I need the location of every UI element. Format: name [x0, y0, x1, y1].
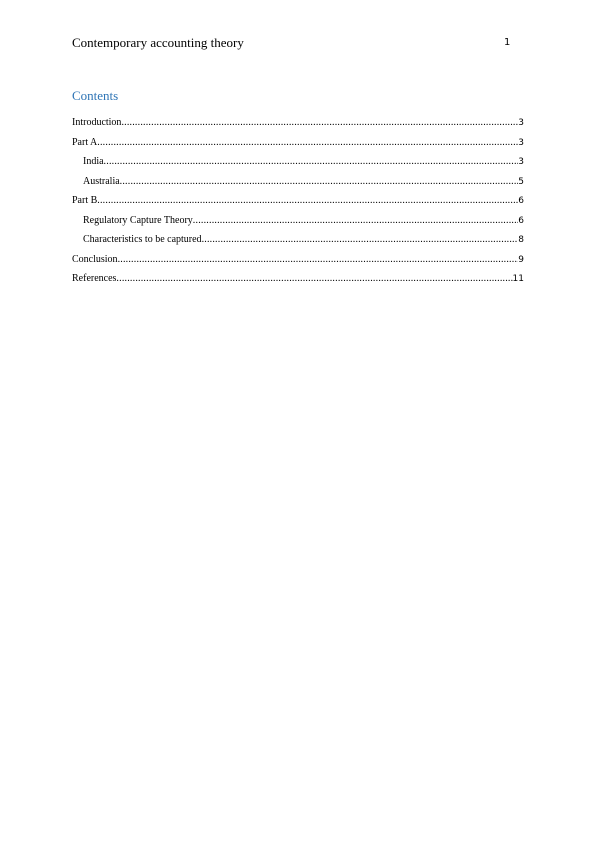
toc-entry-part-a[interactable] — [72, 137, 524, 157]
toc-entry-characteristics[interactable] — [72, 234, 524, 254]
toc-heading: Contents — [72, 88, 119, 103]
dot-leader — [97, 195, 518, 207]
toc-entry-page: 11 — [512, 274, 524, 284]
dot-leader — [193, 215, 518, 227]
toc-entry-conclusion[interactable] — [72, 254, 524, 274]
toc-entry-page: 3 — [518, 137, 524, 148]
dot-leader — [202, 234, 519, 246]
toc-entry-label: Characteristics to be captured — [83, 234, 202, 245]
toc-entry-page: 6 — [518, 215, 524, 226]
dot-leader — [97, 137, 518, 149]
toc-entry-label: References — [72, 273, 117, 284]
toc-entry-part-b[interactable] — [72, 195, 524, 215]
toc-entry-page: 3 — [518, 157, 524, 167]
toc-entry-page: 8 — [518, 235, 524, 245]
toc-entry-label: Regulatory Capture Theory — [83, 214, 193, 226]
toc-entry-page: 5 — [518, 176, 524, 187]
toc-entry-australia[interactable] — [72, 176, 524, 196]
toc-entry-india[interactable] — [72, 156, 524, 176]
toc-entry-page: 6 — [518, 196, 524, 206]
page-header — [72, 35, 524, 51]
toc-entry-page: 9 — [518, 254, 524, 265]
page-number: 1 — [504, 37, 511, 48]
dot-leader — [104, 156, 519, 168]
toc-entry-label: Part B — [72, 195, 98, 206]
toc-entry-label: India — [83, 156, 104, 167]
toc-entry-introduction[interactable] — [72, 117, 524, 137]
toc-entry-references[interactable] — [72, 273, 524, 293]
toc-entry-label: Introduction — [72, 117, 122, 128]
dot-leader — [120, 176, 519, 188]
dot-leader — [116, 273, 512, 285]
dot-leader — [121, 117, 518, 129]
dot-leader — [118, 254, 519, 266]
toc-entry-label: Australia — [83, 175, 120, 187]
table-of-contents — [72, 117, 524, 293]
toc-entry-label: Part A — [72, 136, 98, 148]
toc-entry-page: 3 — [518, 118, 524, 128]
toc-entry-regulatory-capture-theory[interactable] — [72, 215, 524, 235]
header-title: Contemporary accounting theory — [72, 35, 244, 50]
toc-entry-label: Conclusion — [72, 253, 118, 265]
